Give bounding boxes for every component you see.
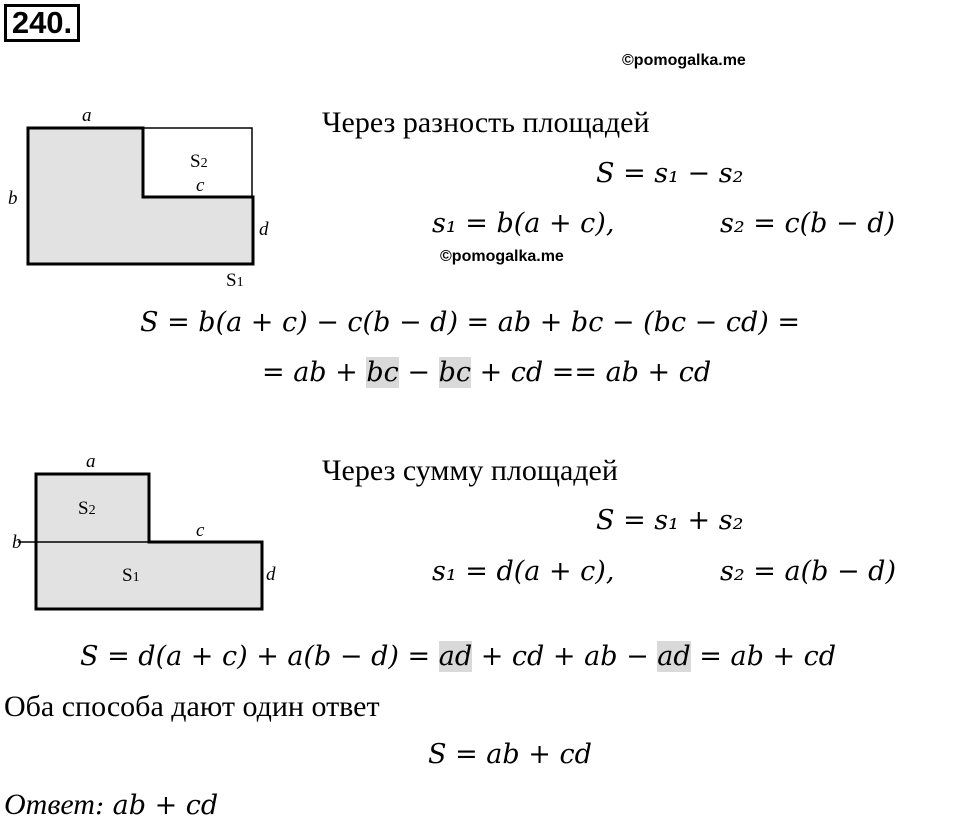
highlight-bc-1: bc xyxy=(366,357,399,388)
watermark-middle: ©pomogalka.me xyxy=(440,248,564,265)
label-a: a xyxy=(86,451,96,472)
label-a: a xyxy=(82,105,92,126)
label-s2: S2 xyxy=(78,498,96,519)
answer-line xyxy=(4,788,218,822)
answer-value: : ab + cd xyxy=(94,790,219,821)
highlight-bc-2: bc xyxy=(438,357,471,388)
method2-line: S = d(a + c) + a(b − d) = ad + cd + ab − ad = ab + cd xyxy=(80,641,837,672)
method1-line2: = ab + bc − bc + cd == ab + cd xyxy=(262,357,712,388)
method2-formula-s1: s₁ = d(a + c), xyxy=(432,556,615,587)
method1-title: Через разность площадей xyxy=(322,106,650,139)
label-b: b xyxy=(8,188,18,209)
method1-formula-s1: s₁ = b(a + c), xyxy=(432,208,615,239)
label-b: b xyxy=(12,532,22,553)
watermark-top: ©pomogalka.me xyxy=(622,52,746,69)
figure-sum xyxy=(0,450,300,625)
label-c: c xyxy=(196,520,205,541)
method2-title: Через сумму площадей xyxy=(322,454,618,487)
label-s2: S2 xyxy=(190,151,208,172)
method1-formula-s2: s₂ = c(b − d) xyxy=(720,208,896,239)
method2-formula-S: S = s₁ + s₂ xyxy=(596,505,744,536)
highlight-ad-1: ad xyxy=(438,641,473,672)
label-s1: S1 xyxy=(226,270,244,291)
method1-formula-S: S = s₁ − s₂ xyxy=(596,158,744,189)
method2-formula-s2: s₂ = a(b − d) xyxy=(720,556,896,587)
answer-label: Ответ xyxy=(4,788,95,821)
label-d: d xyxy=(266,564,276,585)
figure-difference xyxy=(0,100,300,295)
label-s1: S1 xyxy=(122,565,140,586)
highlight-ad-2: ad xyxy=(657,641,691,672)
method1-line1: S = b(a + c) − c(b − d) = ab + bc − (bc − cd) = xyxy=(140,307,800,338)
conclusion-text: Оба способа дают один ответ xyxy=(4,690,380,723)
final-formula: S = ab + cd xyxy=(428,739,592,770)
problem-number: 240. xyxy=(4,4,80,42)
label-c: c xyxy=(196,175,205,196)
label-d: d xyxy=(259,219,269,240)
